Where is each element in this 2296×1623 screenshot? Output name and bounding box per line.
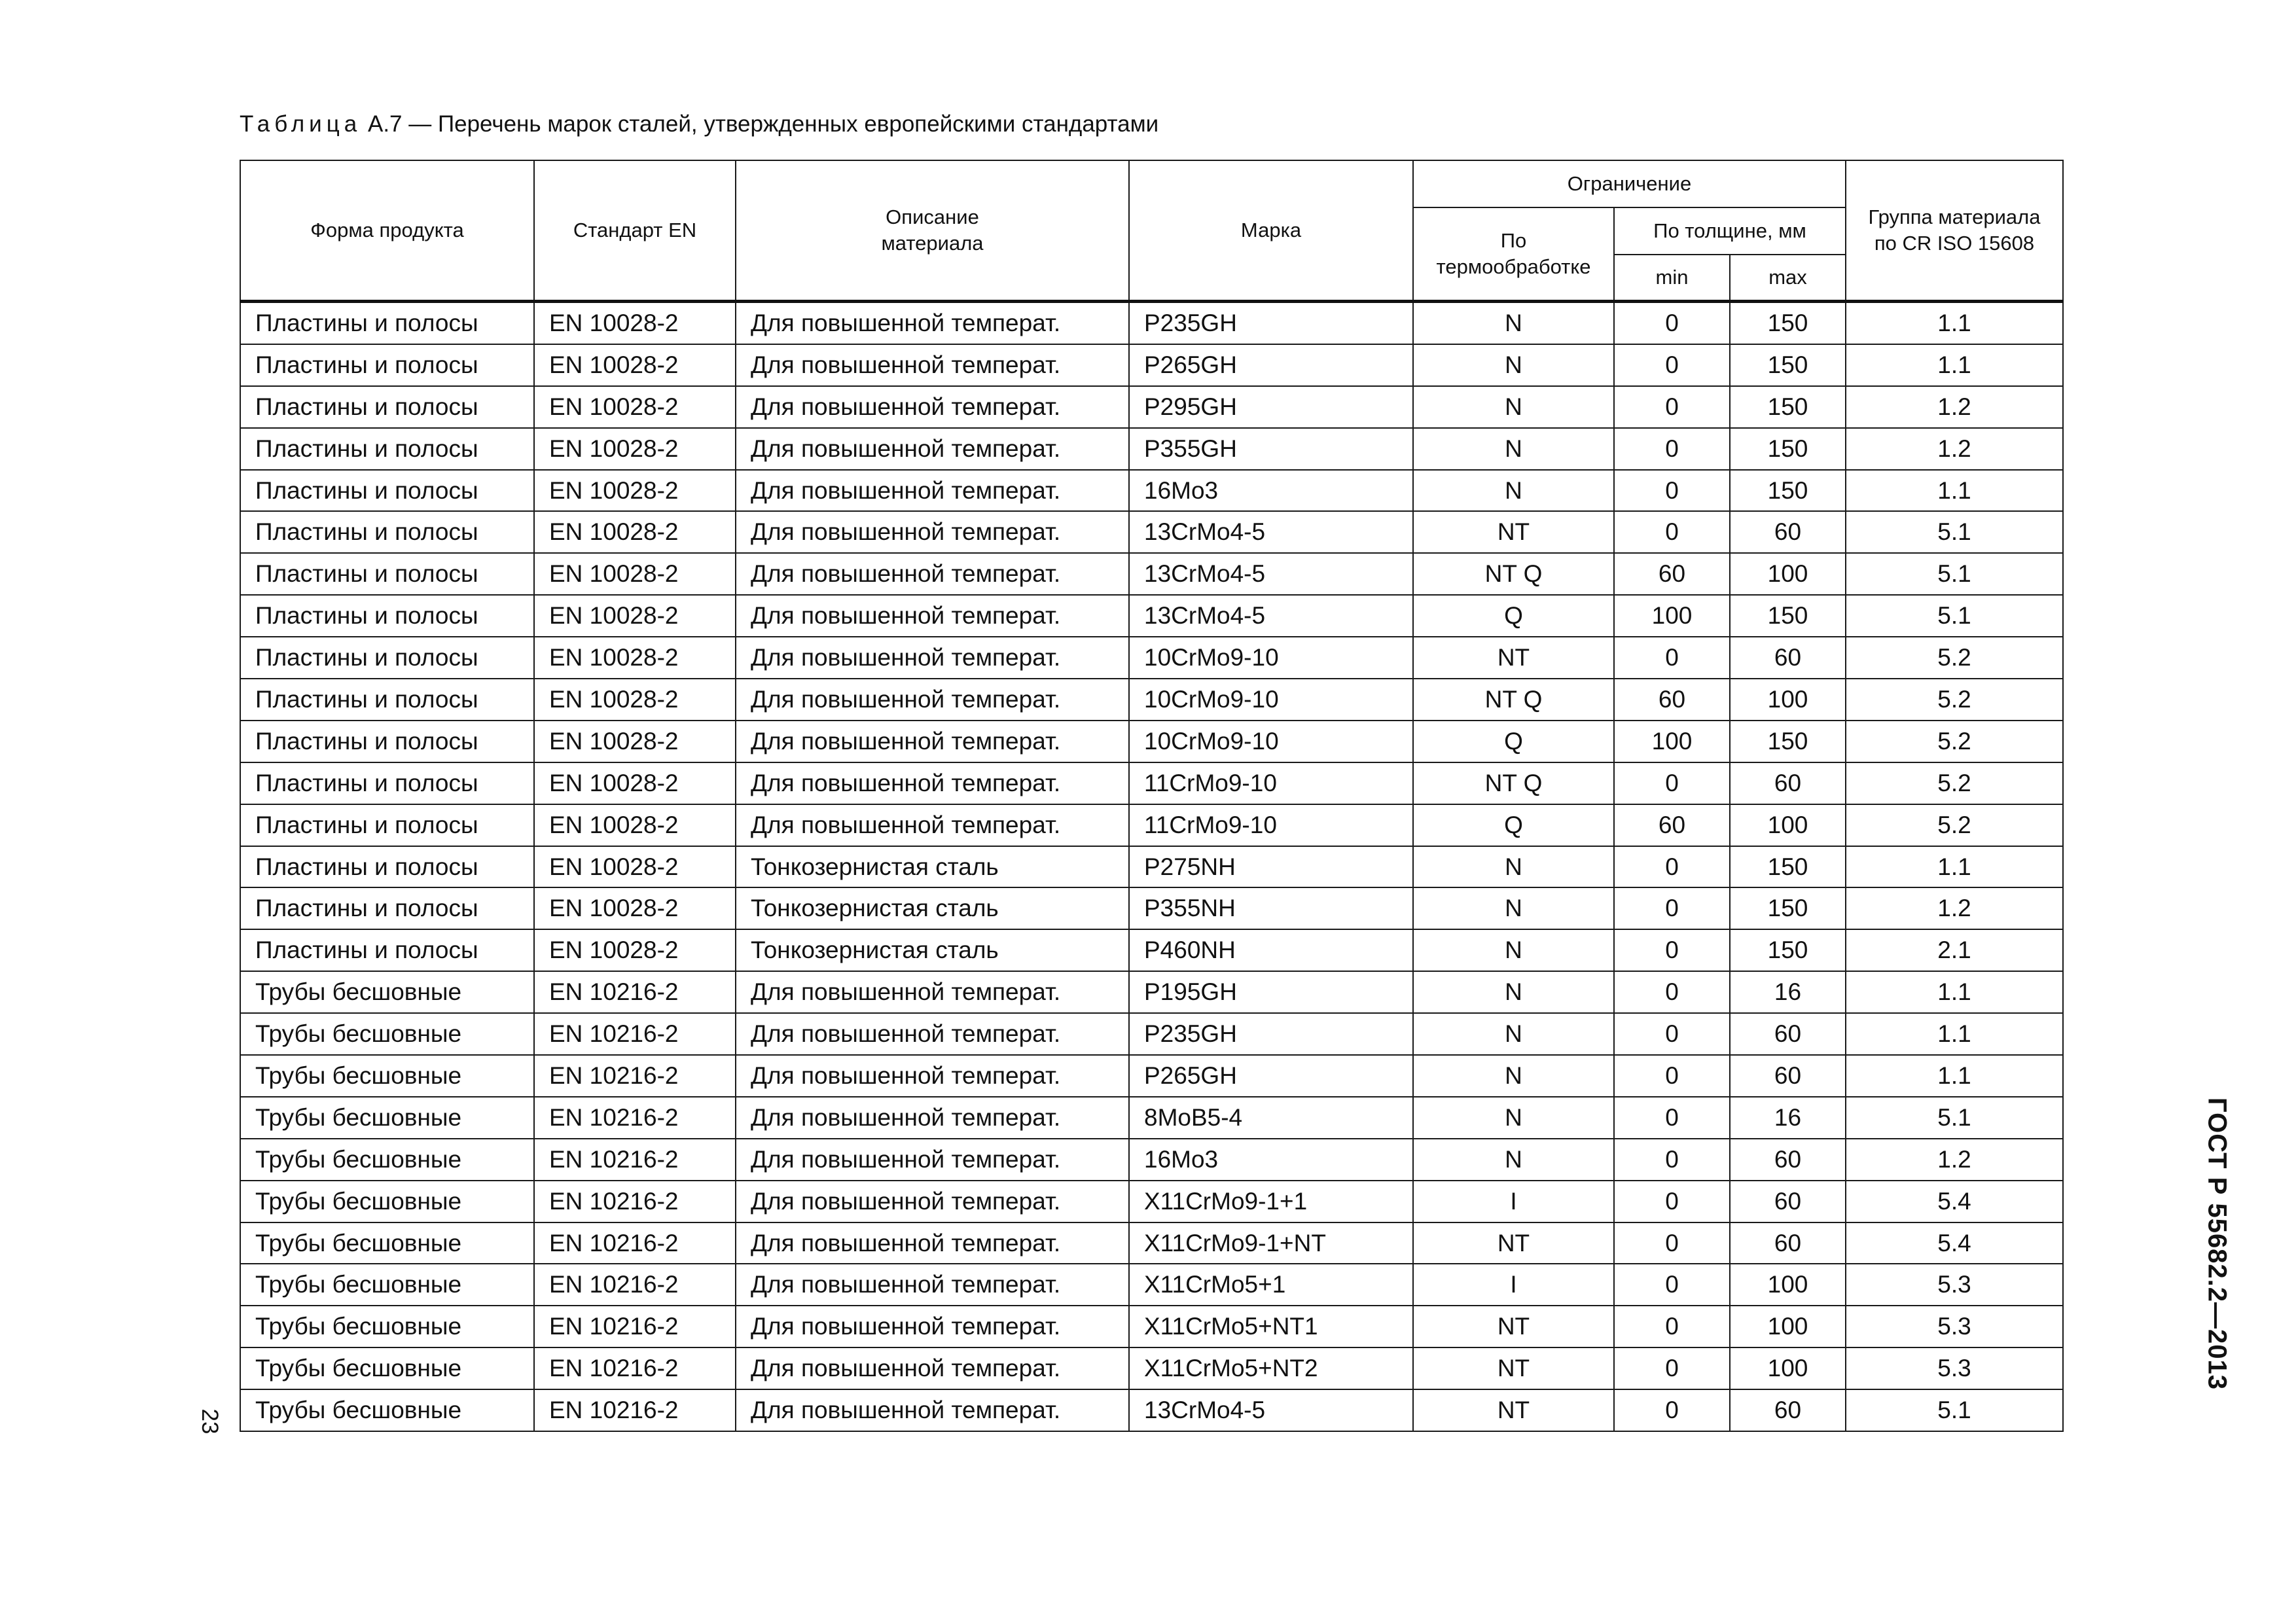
cell-max: 100 [1730,1347,1846,1389]
cell-product-form: Пластины и полосы [240,637,534,679]
cell-standard: EN 10028-2 [534,721,736,762]
cell-standard: EN 10216-2 [534,1306,736,1347]
cell-description: Для повышенной температ. [736,511,1129,553]
cell-standard: EN 10216-2 [534,1264,736,1306]
table-row [240,470,2063,512]
cell-standard: EN 10028-2 [534,302,736,344]
cell-material-group: 1.2 [1846,386,2063,428]
cell-min: 0 [1614,887,1730,929]
cell-heat-treatment: NT Q [1413,762,1614,804]
cell-max: 60 [1730,1222,1846,1264]
cell-standard: EN 10028-2 [534,887,736,929]
header-group-line2: по CR ISO 15608 [1874,232,2035,255]
cell-product-form: Пластины и полосы [240,470,534,512]
header-heat-treatment [1413,207,1614,302]
cell-product-form: Трубы бесшовные [240,1181,534,1222]
cell-heat-treatment: N [1413,470,1614,512]
cell-heat-treatment: N [1413,1139,1614,1181]
cell-grade: 13CrMo4-5 [1129,595,1413,637]
page-number: 23 [197,1408,223,1435]
cell-material-group: 5.4 [1846,1181,2063,1222]
cell-heat-treatment: I [1413,1181,1614,1222]
cell-material-group: 5.2 [1846,804,2063,846]
cell-max: 150 [1730,344,1846,386]
cell-standard: EN 10216-2 [534,1013,736,1055]
cell-product-form: Пластины и полосы [240,887,534,929]
cell-description: Для повышенной температ. [736,804,1129,846]
cell-heat-treatment: NT [1413,1306,1614,1347]
cell-grade: 10CrMo9-10 [1129,721,1413,762]
cell-product-form: Трубы бесшовные [240,971,534,1013]
cell-heat-treatment: Q [1413,804,1614,846]
cell-max: 60 [1730,1139,1846,1181]
cell-heat-treatment: N [1413,386,1614,428]
cell-standard: EN 10028-2 [534,637,736,679]
cell-heat-treatment: NT [1413,1222,1614,1264]
cell-min: 0 [1614,470,1730,512]
cell-description: Для повышенной температ. [736,386,1129,428]
cell-min: 0 [1614,971,1730,1013]
header-heat-treatment-line1: По [1500,229,1527,252]
cell-material-group: 5.4 [1846,1222,2063,1264]
cell-description: Для повышенной температ. [736,344,1129,386]
cell-description: Для повышенной температ. [736,637,1129,679]
cell-standard: EN 10216-2 [534,1139,736,1181]
cell-heat-treatment: NT [1413,1389,1614,1431]
cell-grade: P460NH [1129,929,1413,971]
cell-grade: P195GH [1129,971,1413,1013]
cell-grade: X11CrMo5+1 [1129,1264,1413,1306]
cell-min: 60 [1614,553,1730,595]
table-row [240,846,2063,888]
table-row [240,1013,2063,1055]
header-thickness: По толщине, мм [1614,207,1846,255]
cell-material-group: 5.1 [1846,553,2063,595]
cell-min: 0 [1614,428,1730,470]
table-row [240,595,2063,637]
cell-heat-treatment: N [1413,887,1614,929]
cell-max: 100 [1730,1264,1846,1306]
cell-material-group: 5.1 [1846,1097,2063,1139]
cell-product-form: Трубы бесшовные [240,1139,534,1181]
cell-material-group: 5.1 [1846,511,2063,553]
cell-material-group: 5.3 [1846,1306,2063,1347]
cell-material-group: 1.2 [1846,428,2063,470]
cell-standard: EN 10216-2 [534,1347,736,1389]
cell-min: 100 [1614,721,1730,762]
cell-description: Для повышенной температ. [736,762,1129,804]
cell-heat-treatment: N [1413,1055,1614,1097]
cell-standard: EN 10216-2 [534,1389,736,1431]
cell-max: 150 [1730,470,1846,512]
cell-grade: 8MoB5-4 [1129,1097,1413,1139]
cell-product-form: Пластины и полосы [240,929,534,971]
table-row [240,428,2063,470]
cell-grade: X11CrMo5+NT1 [1129,1306,1413,1347]
table-row [240,1264,2063,1306]
cell-material-group: 1.1 [1846,470,2063,512]
cell-min: 60 [1614,804,1730,846]
cell-standard: EN 10028-2 [534,929,736,971]
cell-description: Для повышенной температ. [736,302,1129,344]
header-description [736,160,1129,302]
cell-standard: EN 10216-2 [534,971,736,1013]
cell-material-group: 1.1 [1846,344,2063,386]
cell-min: 0 [1614,1306,1730,1347]
cell-product-form: Трубы бесшовные [240,1347,534,1389]
table-row [240,804,2063,846]
cell-description: Для повышенной температ. [736,1306,1129,1347]
cell-material-group: 2.1 [1846,929,2063,971]
cell-grade: 13CrMo4-5 [1129,1389,1413,1431]
cell-grade: 11CrMo9-10 [1129,804,1413,846]
cell-material-group: 1.1 [1846,1013,2063,1055]
cell-description: Для повышенной температ. [736,1139,1129,1181]
cell-heat-treatment: N [1413,1097,1614,1139]
cell-description: Для повышенной температ. [736,721,1129,762]
cell-min: 0 [1614,1181,1730,1222]
cell-description: Для повышенной температ. [736,1389,1129,1431]
cell-description: Для повышенной температ. [736,679,1129,721]
cell-max: 60 [1730,1055,1846,1097]
header-description-line1: Описание [886,205,979,228]
cell-description: Для повышенной температ. [736,1347,1129,1389]
cell-grade: 16Mo3 [1129,470,1413,512]
cell-material-group: 5.1 [1846,1389,2063,1431]
cell-product-form: Трубы бесшовные [240,1389,534,1431]
table-row [240,1389,2063,1431]
table-row [240,1347,2063,1389]
cell-heat-treatment: I [1413,1264,1614,1306]
cell-grade: P295GH [1129,386,1413,428]
cell-product-form: Трубы бесшовные [240,1222,534,1264]
cell-standard: EN 10028-2 [534,595,736,637]
table-body [240,302,2063,1432]
cell-material-group: 5.2 [1846,721,2063,762]
table-row [240,553,2063,595]
cell-heat-treatment: N [1413,971,1614,1013]
cell-max: 150 [1730,302,1846,344]
table-row [240,637,2063,679]
table-caption [240,111,1158,137]
cell-heat-treatment: NT Q [1413,679,1614,721]
table-row [240,679,2063,721]
cell-product-form: Пластины и полосы [240,846,534,888]
cell-grade: 13CrMo4-5 [1129,511,1413,553]
cell-max: 60 [1730,1013,1846,1055]
cell-min: 0 [1614,1389,1730,1431]
cell-material-group: 1.1 [1846,971,2063,1013]
cell-heat-treatment: N [1413,302,1614,344]
cell-heat-treatment: N [1413,1013,1614,1055]
cell-grade: 16Mo3 [1129,1139,1413,1181]
cell-grade: X11CrMo5+NT2 [1129,1347,1413,1389]
cell-material-group: 1.1 [1846,1055,2063,1097]
cell-grade: 10CrMo9-10 [1129,679,1413,721]
cell-standard: EN 10028-2 [534,428,736,470]
cell-standard: EN 10216-2 [534,1222,736,1264]
cell-min: 0 [1614,637,1730,679]
cell-product-form: Трубы бесшовные [240,1264,534,1306]
cell-standard: EN 10216-2 [534,1181,736,1222]
cell-standard: EN 10028-2 [534,386,736,428]
cell-description: Для повышенной температ. [736,553,1129,595]
cell-product-form: Трубы бесшовные [240,1013,534,1055]
cell-max: 100 [1730,1306,1846,1347]
cell-grade: 13CrMo4-5 [1129,553,1413,595]
cell-min: 0 [1614,929,1730,971]
cell-grade: P235GH [1129,1013,1413,1055]
table-row [240,302,2063,344]
cell-max: 100 [1730,553,1846,595]
cell-min: 60 [1614,679,1730,721]
cell-material-group: 1.1 [1846,846,2063,888]
table-row [240,721,2063,762]
cell-max: 150 [1730,721,1846,762]
cell-min: 0 [1614,386,1730,428]
cell-material-group: 5.1 [1846,595,2063,637]
table-row [240,386,2063,428]
cell-min: 0 [1614,762,1730,804]
cell-max: 150 [1730,929,1846,971]
cell-description: Для повышенной температ. [736,595,1129,637]
cell-max: 150 [1730,887,1846,929]
cell-heat-treatment: NT [1413,511,1614,553]
cell-min: 0 [1614,344,1730,386]
cell-min: 0 [1614,1055,1730,1097]
cell-description: Тонкозернистая сталь [736,929,1129,971]
cell-min: 0 [1614,1222,1730,1264]
cell-description: Тонкозернистая сталь [736,846,1129,888]
cell-description: Для повышенной температ. [736,1181,1129,1222]
cell-standard: EN 10028-2 [534,553,736,595]
cell-heat-treatment: NT Q [1413,553,1614,595]
header-product-form: Форма продукта [240,160,534,302]
cell-heat-treatment: Q [1413,595,1614,637]
cell-material-group: 1.2 [1846,1139,2063,1181]
header-limitation: Ограничение [1413,160,1846,207]
cell-max: 150 [1730,428,1846,470]
header-max: max [1730,255,1846,302]
cell-grade: P265GH [1129,344,1413,386]
cell-product-form: Пластины и полосы [240,553,534,595]
cell-max: 60 [1730,637,1846,679]
cell-description: Для повышенной температ. [736,1013,1129,1055]
cell-grade: P265GH [1129,1055,1413,1097]
cell-max: 100 [1730,804,1846,846]
table-row [240,1139,2063,1181]
header-grade: Марка [1129,160,1413,302]
cell-heat-treatment: Q [1413,721,1614,762]
cell-grade: P235GH [1129,302,1413,344]
header-group-line1: Группа материала [1868,205,2041,228]
cell-material-group: 1.2 [1846,887,2063,929]
table-row [240,971,2063,1013]
cell-standard: EN 10028-2 [534,344,736,386]
cell-standard: EN 10216-2 [534,1097,736,1139]
cell-min: 0 [1614,302,1730,344]
cell-description: Для повышенной температ. [736,428,1129,470]
cell-product-form: Трубы бесшовные [240,1097,534,1139]
header-standard: Стандарт EN [534,160,736,302]
cell-description: Для повышенной температ. [736,971,1129,1013]
table-row [240,887,2063,929]
cell-grade: P355GH [1129,428,1413,470]
table-row [240,929,2063,971]
header-heat-treatment-line2: термообработке [1436,255,1591,278]
cell-standard: EN 10028-2 [534,511,736,553]
cell-description: Для повышенной температ. [736,1264,1129,1306]
cell-heat-treatment: N [1413,344,1614,386]
cell-material-group: 5.2 [1846,637,2063,679]
cell-heat-treatment: N [1413,929,1614,971]
cell-heat-treatment: NT [1413,637,1614,679]
cell-description: Для повышенной температ. [736,1055,1129,1097]
cell-standard: EN 10028-2 [534,470,736,512]
cell-min: 0 [1614,511,1730,553]
cell-standard: EN 10028-2 [534,762,736,804]
cell-grade: P355NH [1129,887,1413,929]
header-min: min [1614,255,1730,302]
cell-product-form: Пластины и полосы [240,679,534,721]
cell-min: 0 [1614,1347,1730,1389]
cell-max: 150 [1730,386,1846,428]
cell-product-form: Пластины и полосы [240,721,534,762]
cell-heat-treatment: N [1413,846,1614,888]
cell-standard: EN 10028-2 [534,846,736,888]
cell-max: 60 [1730,762,1846,804]
table-row [240,762,2063,804]
cell-standard: EN 10028-2 [534,804,736,846]
cell-product-form: Пластины и полосы [240,302,534,344]
table-row [240,1055,2063,1097]
cell-grade: 11CrMo9-10 [1129,762,1413,804]
cell-grade: P275NH [1129,846,1413,888]
table-caption-prefix: Таблица [240,111,362,137]
cell-standard: EN 10028-2 [534,679,736,721]
steel-grades-table [240,160,2064,1432]
cell-description: Для повышенной температ. [736,470,1129,512]
cell-material-group: 1.1 [1846,302,2063,344]
cell-min: 0 [1614,1264,1730,1306]
cell-product-form: Пластины и полосы [240,511,534,553]
cell-product-form: Пластины и полосы [240,344,534,386]
cell-grade: X11CrMo9-1+1 [1129,1181,1413,1222]
table-caption-text: А.7 — Перечень марок сталей, утвержденных европейскими стандартами [367,111,1159,137]
table-row [240,1222,2063,1264]
table-row [240,1181,2063,1222]
cell-product-form: Пластины и полосы [240,595,534,637]
cell-material-group: 5.2 [1846,762,2063,804]
cell-material-group: 5.3 [1846,1347,2063,1389]
cell-description: Тонкозернистая сталь [736,887,1129,929]
table-row [240,1306,2063,1347]
cell-material-group: 5.3 [1846,1264,2063,1306]
cell-description: Для повышенной температ. [736,1222,1129,1264]
cell-min: 0 [1614,1013,1730,1055]
document-code: ГОСТ Р 55682.2—2013 [2202,1097,2232,1391]
header-material-group [1846,160,2063,302]
cell-max: 60 [1730,1389,1846,1431]
cell-product-form: Пластины и полосы [240,386,534,428]
cell-max: 60 [1730,511,1846,553]
cell-max: 16 [1730,971,1846,1013]
cell-grade: X11CrMo9-1+NT [1129,1222,1413,1264]
table-row [240,344,2063,386]
cell-standard: EN 10216-2 [534,1055,736,1097]
cell-min: 0 [1614,1139,1730,1181]
cell-product-form: Трубы бесшовные [240,1306,534,1347]
cell-description: Для повышенной температ. [736,1097,1129,1139]
cell-product-form: Пластины и полосы [240,762,534,804]
cell-max: 150 [1730,595,1846,637]
table-row [240,511,2063,553]
cell-material-group: 5.2 [1846,679,2063,721]
cell-max: 150 [1730,846,1846,888]
cell-max: 100 [1730,679,1846,721]
cell-grade: 10CrMo9-10 [1129,637,1413,679]
cell-max: 16 [1730,1097,1846,1139]
cell-min: 0 [1614,846,1730,888]
cell-min: 100 [1614,595,1730,637]
cell-product-form: Пластины и полосы [240,804,534,846]
cell-product-form: Пластины и полосы [240,428,534,470]
table-row [240,1097,2063,1139]
header-description-line2: материала [881,232,984,255]
cell-min: 0 [1614,1097,1730,1139]
cell-heat-treatment: N [1413,428,1614,470]
cell-product-form: Трубы бесшовные [240,1055,534,1097]
cell-heat-treatment: NT [1413,1347,1614,1389]
cell-max: 60 [1730,1181,1846,1222]
